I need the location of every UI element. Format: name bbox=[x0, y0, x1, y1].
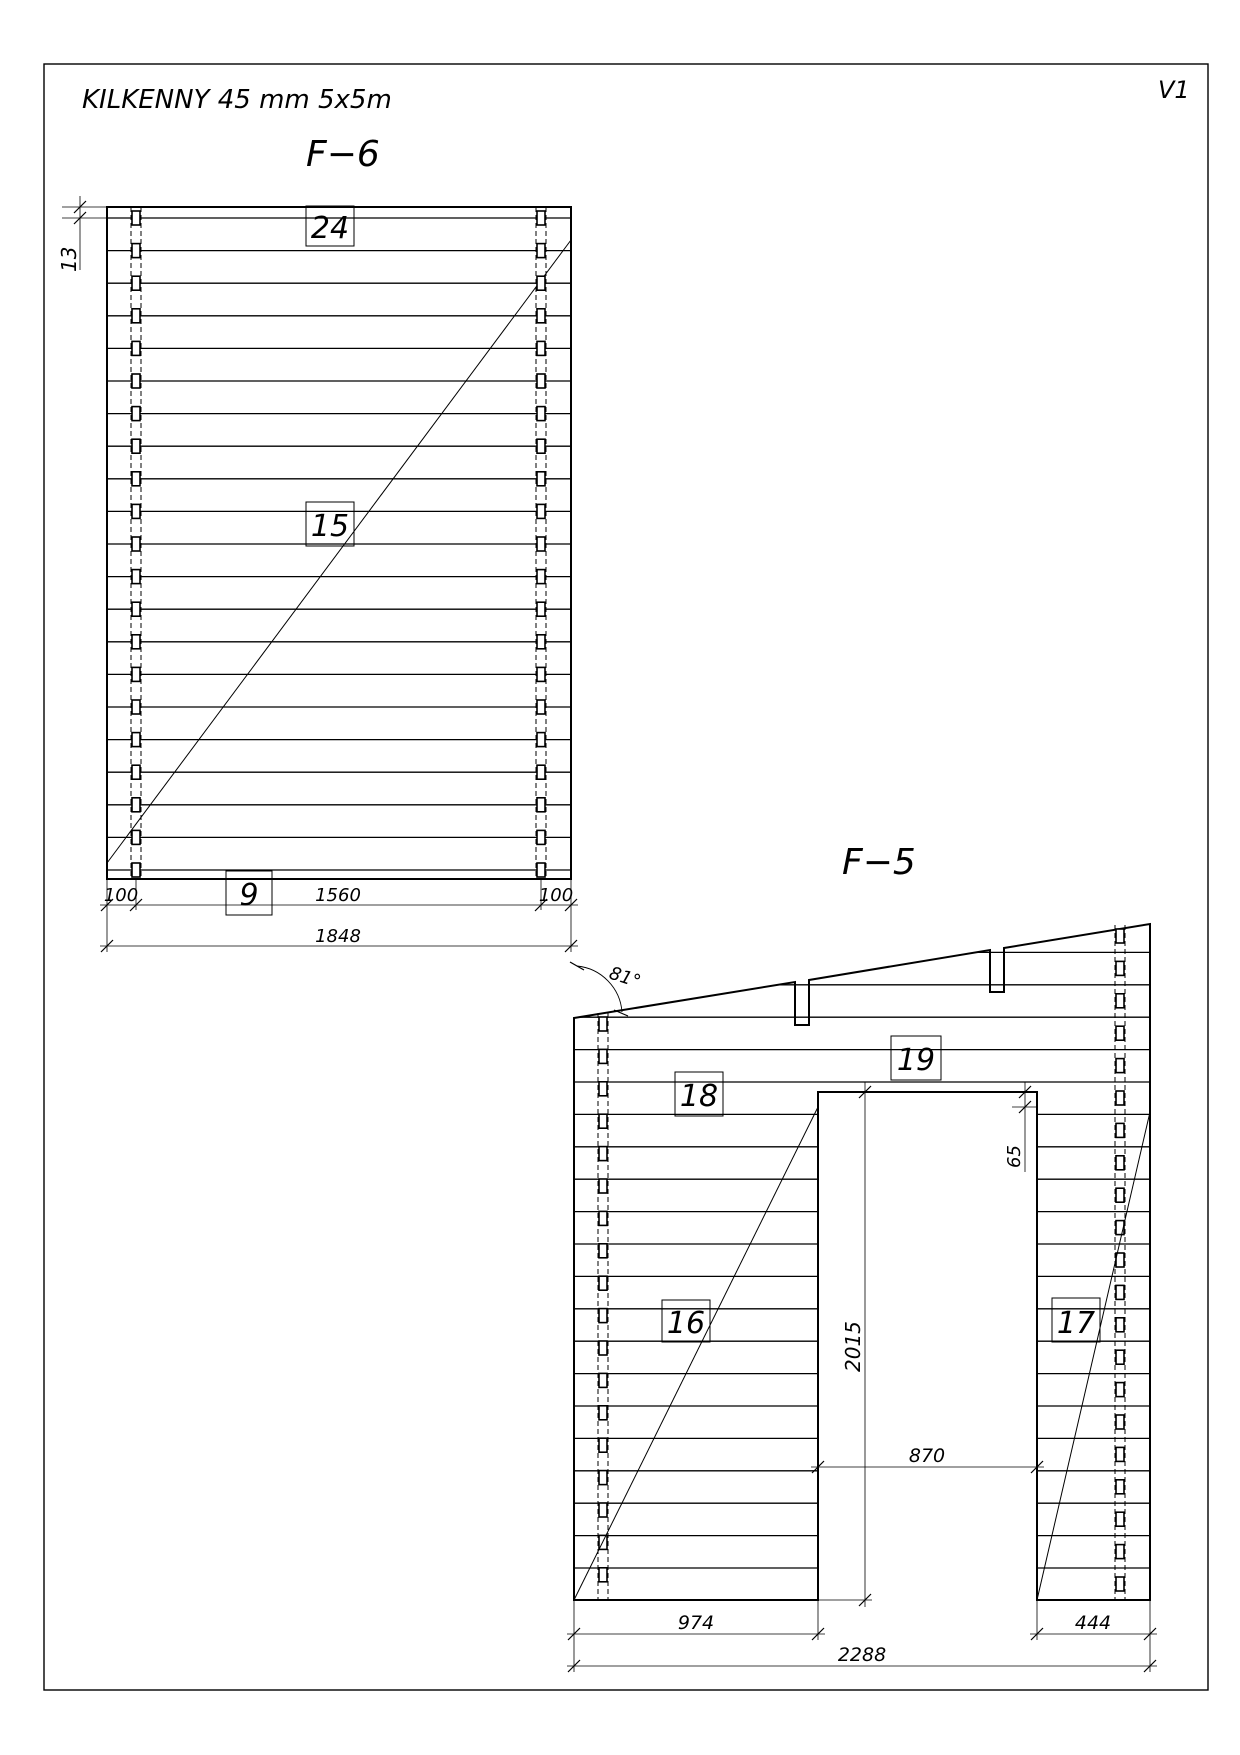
f6-left-notch-column-notch bbox=[132, 765, 140, 779]
drawing-title: KILKENNY 45 mm 5x5m bbox=[82, 85, 392, 115]
f5-door-width-label: 870 bbox=[908, 1445, 946, 1467]
f5-lintel-label: 65 bbox=[1004, 1145, 1025, 1168]
f6-left-notch-column-notch bbox=[132, 537, 140, 551]
f6-right-notch-column-notch bbox=[537, 635, 545, 649]
f5-right-notch-column-notch bbox=[1116, 1059, 1124, 1073]
f6-left-notch-column-notch bbox=[132, 472, 140, 486]
f5-overall-width-label: 2288 bbox=[837, 1644, 887, 1666]
f6-right-notch-column-notch bbox=[537, 863, 545, 877]
f5-left-notch-column-notch bbox=[599, 1017, 607, 1031]
f5-left-notch-column-notch bbox=[599, 1276, 607, 1290]
f6-left-notch-column-notch bbox=[132, 276, 140, 290]
f5-right-notch-column-notch bbox=[1116, 1447, 1124, 1461]
f6-width-dimensions bbox=[100, 879, 578, 952]
f6-left-notch-column-notch bbox=[132, 570, 140, 584]
f6-right-notch-column-notch bbox=[537, 374, 545, 388]
f6-left-notch-column-notch bbox=[132, 863, 140, 877]
f6-left-notch-column-notch bbox=[132, 439, 140, 453]
f5-angle-label: 81° bbox=[606, 962, 644, 993]
f5-right-notch-column-notch bbox=[1116, 1415, 1124, 1429]
f6-left-notch-column-notch bbox=[132, 798, 140, 812]
f6-right-notch-column-notch bbox=[537, 830, 545, 844]
f5-right-notch-column-notch bbox=[1116, 1156, 1124, 1170]
f5-right-notch-column-notch bbox=[1116, 1026, 1124, 1040]
f6-diagonal bbox=[107, 240, 571, 863]
f6-right-notch-column-notch bbox=[537, 700, 545, 714]
f5-left-notch-column-notch bbox=[599, 1309, 607, 1323]
f5-left-notch-column-notch bbox=[599, 1049, 607, 1063]
f6-top-offset-label: 13 bbox=[57, 246, 81, 272]
f6-left-notch-column-notch bbox=[132, 504, 140, 518]
f5-right-notch-column-notch bbox=[1116, 1123, 1124, 1137]
f5-left-notch-column-notch bbox=[599, 1373, 607, 1387]
f5-label: F−5 bbox=[842, 842, 916, 883]
f6-left-notch-column-notch bbox=[132, 667, 140, 681]
sheet-border bbox=[44, 64, 1208, 1690]
f6-right-notch-column-notch bbox=[537, 504, 545, 518]
f6-overall-width-label: 1848 bbox=[315, 926, 361, 947]
f5-outline bbox=[574, 924, 1150, 1600]
f5-notch-columns bbox=[598, 925, 1125, 1600]
f6-left-notch-column-notch bbox=[132, 374, 140, 388]
f5-right-notch-column-notch bbox=[1116, 1577, 1124, 1591]
f6-right-notch-column-notch bbox=[537, 765, 545, 779]
f6-right-notch-column-notch bbox=[537, 439, 545, 453]
f5-log-boards bbox=[574, 952, 1150, 1568]
f5-right-notch-column-notch bbox=[1116, 1188, 1124, 1202]
f6-log-boards bbox=[107, 218, 571, 870]
f5-right-notch-column-notch bbox=[1116, 961, 1124, 975]
f5-part-16: 16 bbox=[666, 1306, 706, 1341]
f5-right-notch-column-notch bbox=[1116, 1480, 1124, 1494]
f5-left-notch-column-notch bbox=[599, 1147, 607, 1161]
f6-part-9: 9 bbox=[239, 878, 259, 913]
f6-left-notch-column-notch bbox=[132, 635, 140, 649]
f6-right-notch-column-notch bbox=[537, 602, 545, 616]
f5-right-notch-column-notch bbox=[1116, 1383, 1124, 1397]
f5-part-19: 19 bbox=[896, 1043, 936, 1078]
f5-right-notch-column-notch bbox=[1116, 1285, 1124, 1299]
f5-left-diagonal bbox=[574, 1107, 818, 1600]
f5-right-notch-column-notch bbox=[1116, 1545, 1124, 1559]
f6-right-notch-column-notch bbox=[537, 537, 545, 551]
f5-part-17: 17 bbox=[1056, 1306, 1096, 1341]
f5-right-notch-column-notch bbox=[1116, 1512, 1124, 1526]
f5-left-notch-column-notch bbox=[599, 1471, 607, 1485]
f5-left-notch-column-notch bbox=[599, 1406, 607, 1420]
f6-part-24: 24 bbox=[310, 211, 350, 246]
f5-wall-elevation bbox=[567, 842, 1157, 1672]
f5-width-dimensions bbox=[567, 1600, 1157, 1672]
f5-right-notch-column-notch bbox=[1116, 1091, 1124, 1105]
f5-left-notch-column-notch bbox=[599, 1244, 607, 1258]
f5-right-notch-column-notch bbox=[1116, 1350, 1124, 1364]
version-label: V1 bbox=[1158, 76, 1190, 104]
f6-right-notch-column-notch bbox=[537, 733, 545, 747]
f6-part-15: 15 bbox=[310, 509, 350, 544]
f6-left-notch-column-notch bbox=[132, 830, 140, 844]
f6-left-notch-column-notch bbox=[132, 309, 140, 323]
f5-left-notch-column-notch bbox=[599, 1082, 607, 1096]
f6-left-notch-column-notch bbox=[132, 407, 140, 421]
f6-left-notch-column-notch bbox=[132, 733, 140, 747]
f6-notch-span-label: 1560 bbox=[315, 885, 361, 906]
f5-right-width-label: 444 bbox=[1074, 1612, 1112, 1634]
f6-left-notch-column-notch bbox=[132, 211, 140, 225]
f6-right-notch-column-notch bbox=[537, 276, 545, 290]
f6-right-notch-column-notch bbox=[537, 570, 545, 584]
f6-right-notch-column-notch bbox=[537, 798, 545, 812]
f5-lintel-dimension bbox=[1004, 1082, 1037, 1172]
f6-right-inset-label: 100 bbox=[538, 885, 574, 906]
f5-right-notch-column-notch bbox=[1116, 994, 1124, 1008]
f5-part-18: 18 bbox=[679, 1079, 719, 1114]
f5-left-notch-column-notch bbox=[599, 1438, 607, 1452]
f5-right-notch-column-notch bbox=[1116, 1318, 1124, 1332]
f5-left-notch-column-notch bbox=[599, 1503, 607, 1517]
f5-left-notch-column-notch bbox=[599, 1179, 607, 1193]
f6-left-notch-column-notch bbox=[132, 602, 140, 616]
f6-right-notch-column-notch bbox=[537, 407, 545, 421]
f6-right-notch-column-notch bbox=[537, 244, 545, 258]
f5-door-height-dimension bbox=[818, 1082, 872, 1607]
f6-left-notch-column-notch bbox=[132, 700, 140, 714]
f5-left-notch-column-notch bbox=[599, 1114, 607, 1128]
f6-left-notch-column-notch bbox=[132, 244, 140, 258]
f5-left-width-label: 974 bbox=[677, 1612, 715, 1634]
f6-wall-elevation bbox=[57, 134, 578, 952]
f6-left-notch-column-notch bbox=[132, 341, 140, 355]
f6-top-offset-dimension bbox=[57, 196, 107, 272]
f5-right-diagonal bbox=[1037, 1112, 1150, 1600]
f6-right-notch-column-notch bbox=[537, 309, 545, 323]
f6-right-notch-column-notch bbox=[537, 341, 545, 355]
f5-door-width-dimension bbox=[811, 1445, 1044, 1473]
f5-left-notch-column-notch bbox=[599, 1568, 607, 1582]
f6-right-notch-column-notch bbox=[537, 667, 545, 681]
f5-right-notch-column-notch bbox=[1116, 929, 1124, 943]
f5-left-notch-column-notch bbox=[599, 1211, 607, 1225]
f6-right-notch-column-notch bbox=[537, 472, 545, 486]
f6-label: F−6 bbox=[306, 134, 380, 175]
f6-right-notch-column-notch bbox=[537, 211, 545, 225]
f5-left-notch-column-notch bbox=[599, 1341, 607, 1355]
f5-door-height-label: 2015 bbox=[841, 1321, 865, 1372]
f6-left-inset-label: 100 bbox=[103, 885, 139, 906]
